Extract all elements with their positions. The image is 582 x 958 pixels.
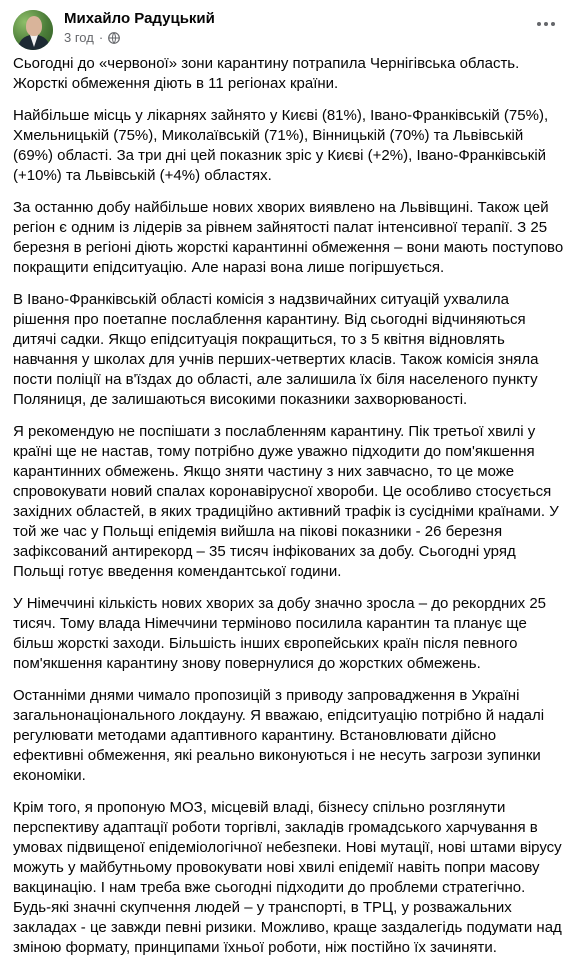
avatar[interactable] (13, 10, 53, 50)
post-meta (64, 8, 215, 46)
post-time[interactable]: 3 год (64, 30, 94, 45)
paragraph: У Німеччині кількість нових хворих за добу значно зросла – до рекордних 25 тисяч. Тому влада Німеччини терміново посилила карантин та планує ще більш жорсткі заходи. Більшість інших європейських країн після певного пом'якшення карантину знову повернулися до жорстких обмежень. (13, 595, 547, 672)
paragraph: Крім того, я пропоную МОЗ, місцевій владі, бізнесу спільно розглянути перспективу адаптації роботи торгівлі, закладів громадського харчування в умовах підвищеної епідеміологічної небезпеки. Нові мутації, нові штами вірусу можуть у майбутньому провокувати нові хвилі епідемії навіть попри масову вакцинацію. І нам треба вже сьогодні підходити до проблеми стратегічно. Будь-які значні скупчення людей – у транспорті, в ТРЦ, у розважальних закладах - це завжди певні ризики. Можливо, краще заздалегідь подумати над зміною формату, принципами їхньої роботи, ніж постійно їх зачиняти. (13, 799, 562, 956)
post-header (13, 8, 566, 54)
post-subline (64, 30, 215, 46)
paragraph: Сьогодні до «червоної» зони карантину потрапила Чернігівська область. Жорсткі обмеження діють в 11 регіонах країни. (13, 55, 520, 92)
paragraph: Я рекомендую не поспішати з послабленням карантину. Пік третьої хвилі у країні ще не настав, тому потрібно дуже уважно підходити до пом'якшення карантинних обмежень. Якщо зняти частину з них завчасно, то це може спровокувати новий спалах коронавірусної хвороби. Це особливо стосується західних областей, в яких традиційно активний трафік із сусідніми країнами. У той же час у Польщі епідемія вийшла на пікові показники - 26 березня зафіксований антирекорд – 35 тисяч інфікованих за добу. Сьогодні уряд Польщі готує введення комендантської години. (13, 423, 559, 580)
globe-icon[interactable] (108, 32, 120, 44)
paragraph: За останню добу найбільше нових хворих виявлено на Львівщині. Також цей регіон є одним із лідерів за рівнем зайнятості палат інтенсивної терапії. З 25 березня в регіоні діють жорсткі карантинні обмеження – вони мають поступово покращити епідситуацію. Але наразі вона лише погіршується. (13, 199, 564, 276)
paragraph: Останніми днями чимало пропозицій з приводу запровадження в Україні загальнонаціонального локдауну. Я вважаю, епідситуацію потрібно й надалі регулювати методами адаптивного карантину. Встановлювати дійсно ефективні обмеження, які реально виконуються і не несуть загрози зупинки економіки. (13, 687, 545, 784)
paragraph: В Івано-Франківській області комісія з надзвичайних ситуацій ухвалила рішення про поетапне послаблення карантину. Від сьогодні відчиняються дитячі садки. Якщо епідситуація покращиться, то з 5 квітня відновлять навчання у школах для учнів перших-четвертих класів. Також комісія зняла пости поліції на в'їздах до області, але залишила їх біля населеного пункту Поляниця, де залишаються високими показники захворюваності. (13, 291, 539, 408)
paragraph: Найбільше місць у лікарнях зайнято у Києві (81%), Івано-Франківській (75%), Хмельницькій (75%), Миколаївській (71%), Вінницькій (70%) та Львівській (69%) області. За три дні цей показник зріс у Києві (+2%), Івано-Франківській (+10%) та Львівській (+4%) областях. (13, 107, 549, 184)
more-options-icon[interactable] (528, 12, 564, 36)
separator: · (98, 30, 104, 45)
post-text (13, 54, 566, 958)
author-name[interactable]: Михайло Радуцький (64, 10, 215, 27)
